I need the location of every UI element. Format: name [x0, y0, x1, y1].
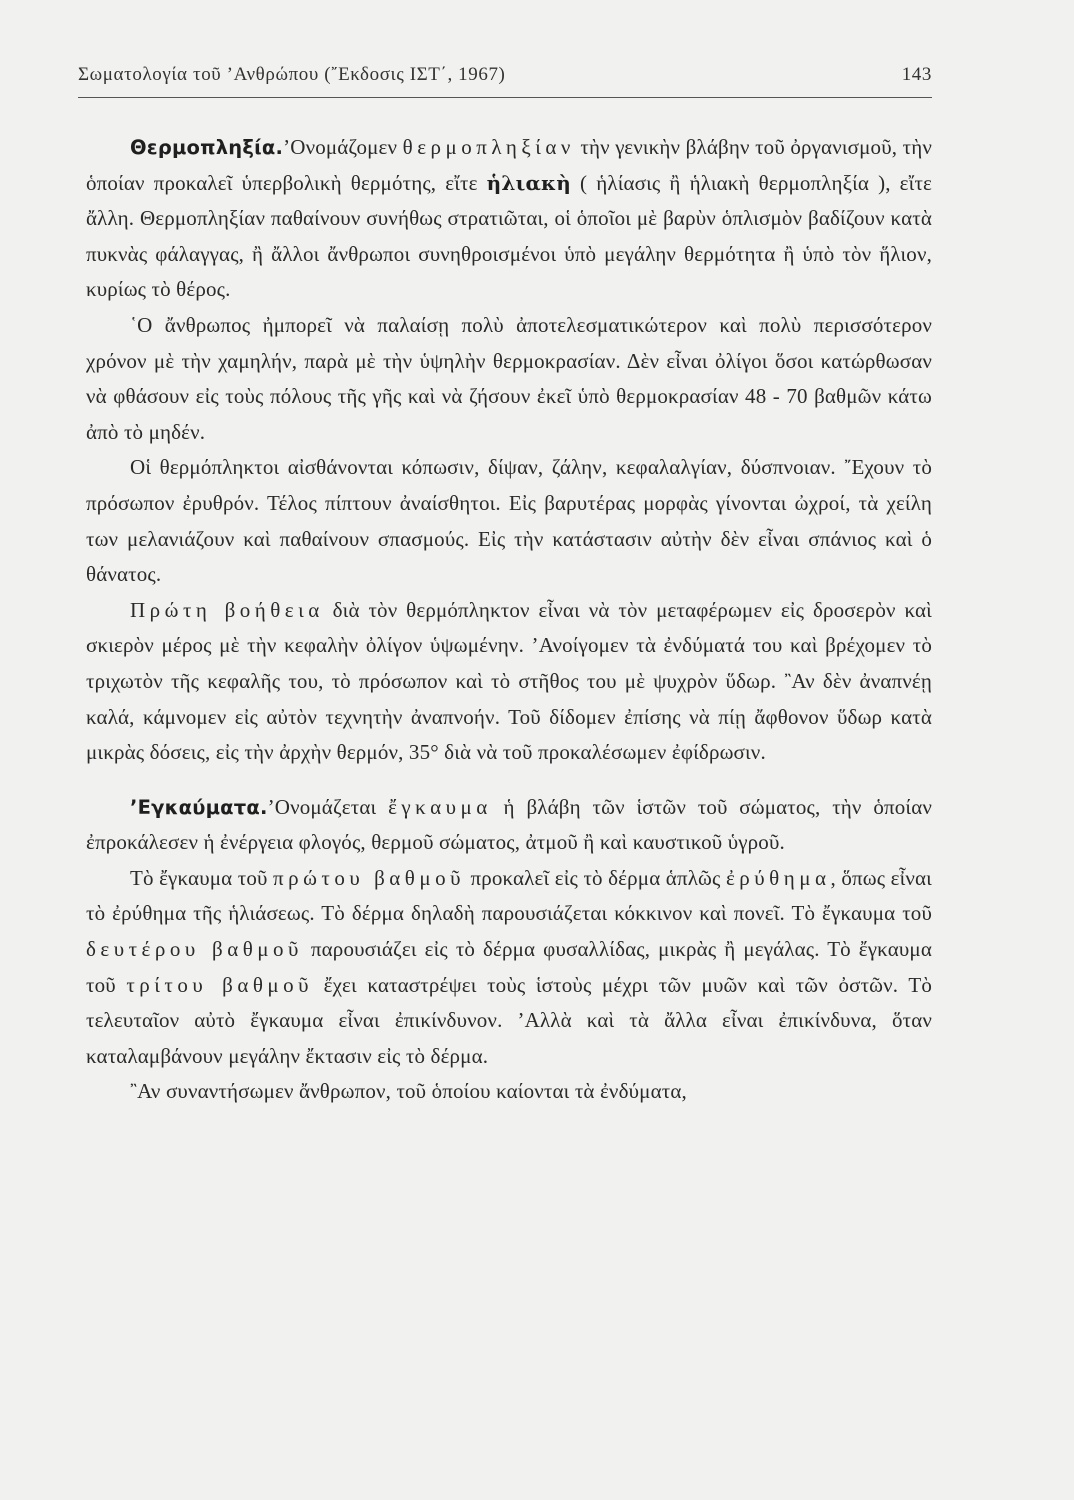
section-heading-heat-stroke: Θερμοπληξία. [130, 136, 284, 159]
paragraph-first-aid [86, 593, 932, 771]
body-text [86, 130, 932, 1110]
header-rule [78, 97, 932, 98]
text-run: , ὅπως εἶναι τὸ ἐρύθημα τῆς ἡλιάσεως. Τὸ δέρμα δηλαδὴ παρουσιάζεται κόκκινον καὶ πονεῖ. Τὸ ἔγκαυμα τοῦ [86, 865, 932, 926]
paragraph-cold-vs-heat: ῾Ο ἄνθρωπος ἠμπορεῖ νὰ παλαίσῃ πολὺ ἀποτελεσματικώτερον καὶ πολὺ περισσότερον χρόνον μὲ τὴν χαμηλήν, παρὰ μὲ τὴν ὑψηλὴν θερμοκρασίαν. Δὲν εἶναι ὀλίγοι ὅσοι κατώρθωσαν νὰ φθάσουν εἰς τοὺς πόλους τῆς γῆς καὶ νὰ ζήσουν ἐκεῖ ὑπὸ θερμοκρασίαν 48 - 70 βαθμῶν κάτω ἀπὸ τὸ μηδέν. [86, 312, 932, 444]
paragraph-burn-degrees [86, 861, 932, 1075]
text-run: ἡ βλάβη τῶν ἱστῶν τοῦ σώματος, τὴν ὁποίαν ἐπροκάλεσεν ἡ ἐνέργεια φλογός, θερμοῦ σώματος, ἀτμοῦ ἢ καὶ καυστικοῦ ὑγροῦ. [86, 794, 932, 855]
spaced-term: ἐρύθημα [725, 865, 831, 890]
spaced-term: τρίτου βαθμοῦ [126, 972, 314, 997]
bold-term: ἡλιακὴ [486, 170, 571, 195]
text-run: τὴν γενικὴν βλάβην τοῦ ὀργανισμοῦ, τὴν ὁποίαν προκαλεῖ ὑπερβολικὴ θερμότης, εἴτε [86, 135, 932, 195]
paragraph-burns-definition [86, 790, 932, 861]
text-run: ’Ονομάζομεν [283, 135, 403, 159]
paragraph-symptoms: Οἱ θερμόπληκτοι αἰσθάνονται κόπωσιν, δίψαν, ζάλην, κεφαλαλγίαν, δύσπνοιαν. ῎Εχουν τὸ πρόσωπον ἐρυθρόν. Τέλος πίπτουν ἀναίσθητοι. Εἰς βαρυτέρας μορφὰς γίνονται ὠχροί, τὰ χείλη των μελανιάζουν καὶ παθαίνουν σπασμούς. Εἰς τὴν κατάστασιν αὐτὴν δὲν εἶναι σπάνιος καὶ ὁ θάνατος. [86, 455, 932, 587]
spaced-term: δευτέρου βαθμοῦ [86, 937, 303, 962]
text-run: ( ἡλίασις ἢ ἡλιακὴ θερμοπληξία ), εἴτε ἄλλη. Θερμοπληξίαν παθαίνουν συνήθως στρατιῶται, οἱ ὁποῖοι μὲ βαρὺν ὁπλισμὸν βαδίζουν κατὰ πυκνὰς φάλαγγας, ἢ ἄλλοι ἄνθρωποι συνηθροισμένοι ὑπὸ μεγάλην θερμότητα ἢ ὑπὸ τὸν ἥλιον, κυρίως τὸ θέρος. [86, 170, 933, 302]
section-heading-burns: ’Εγκαύματα. [130, 795, 268, 819]
text-run: διὰ τὸν θερμόπληκτον εἶναι νὰ τὸν μεταφέρωμεν εἰς δροσερὸν καὶ σκιερὸν μέρος μὲ τὴν κεφαλὴν ὀλίγον ὑψωμένην. ’Ανοίγομεν τὰ ἐνδύματά του καὶ βρέχομεν τὸ τριχωτὸν τῆς κεφαλῆς του, τὸ πρόσωπον καὶ τὸ στῆθος του μὲ ψυχρὸν ὕδωρ. ῍Αν δὲν ἀναπνέῃ καλά, κάμνομεν εἰς αὐτὸν τεχνητὴν ἀναπνοήν. Τοῦ δίδομεν ἐπίσης νὰ πίῃ ἄφθονον ὕδωρ κατὰ μικρὰς δόσεις, εἰς τὴν ἀρχὴν θερμόν, 35° διὰ νὰ τοῦ προκαλέσωμεν ἐφίδρωσιν. [86, 597, 932, 765]
text-run: ’Ονομάζεται [267, 794, 389, 819]
page-number: 143 [901, 64, 932, 85]
running-header [78, 64, 932, 92]
text-run: παρουσιάζει εἰς τὸ δέρμα φυσαλλίδας, μικρὰς ἢ μεγάλας. Τὸ ἔγκαυμα τοῦ [86, 937, 932, 997]
spaced-term: ἔγκαυμα [388, 794, 492, 819]
text-run: Τὸ ἔγκαυμα τοῦ [130, 865, 274, 890]
paragraph-burning-clothes: ῍Αν συναντήσωμεν ἄνθρωπον, τοῦ ὁποίου καίονται τὰ ἐνδύματα, [130, 1079, 687, 1104]
paragraph-heat-stroke-definition [86, 130, 932, 308]
spaced-term: Πρώτη βοήθεια [130, 597, 324, 622]
spaced-term: θερμοπληξίαν [402, 135, 575, 159]
text-run: ἔχει καταστρέψει τοὺς ἱστοὺς μέχρι τῶν μυῶν καὶ τῶν ὀστῶν. Τὸ τελευταῖον αὐτὸ ἔγκαυμα εἶναι ἐπικίνδυνον. ’Αλλὰ καὶ τὰ ἄλλα εἶναι ἐπικίνδυνα, ὅταν καταλαμβάνουν μεγάλην ἔκτασιν εἰς τὸ δέρμα. [86, 972, 932, 1068]
text-run: προκαλεῖ εἰς τὸ δέρμα ἁπλῶς [464, 865, 726, 890]
running-title: Σωματολογία τοῦ ’Ανθρώπου (῎Εκδοσις ΙΣΤ΄, 1967) [78, 64, 506, 85]
spaced-term: πρώτου βαθμοῦ [273, 865, 465, 890]
